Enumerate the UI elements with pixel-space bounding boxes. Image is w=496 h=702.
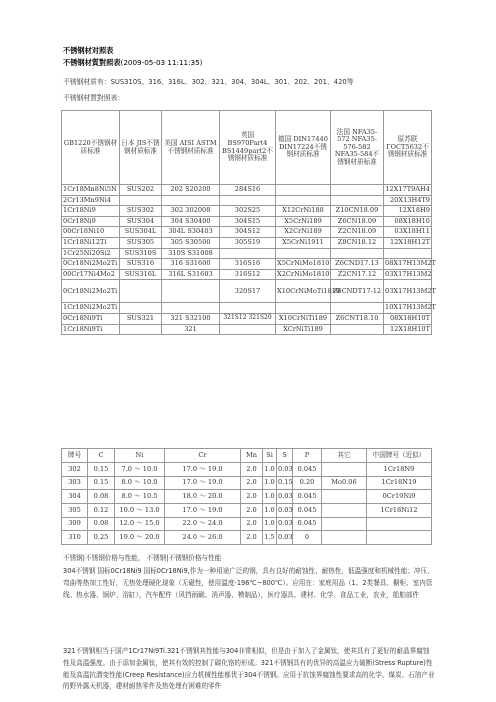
table-cell: 0.045 <box>293 490 322 504</box>
table-cell: 302S25 <box>220 206 276 217</box>
table-cell: 302 302008 <box>162 206 220 217</box>
table-cell <box>120 280 162 303</box>
table-row <box>62 269 432 280</box>
table-cell: SUS202 <box>120 185 162 196</box>
page-title: 不锈钢材对照表 <box>63 46 114 55</box>
table-cell <box>322 531 367 545</box>
table-cell <box>276 185 331 196</box>
table-cell <box>384 248 432 259</box>
table-row <box>62 531 432 545</box>
table-cell <box>331 324 384 335</box>
table-cell: Z10CN18.09 <box>331 206 384 217</box>
table-cell: 08X18H10 <box>384 216 432 227</box>
table-header-cell: 美国 AISI ASTM不锈钢材质标准 <box>162 111 220 185</box>
table-header-cell: C <box>88 449 115 463</box>
table-cell: 1Cr18N19 <box>367 476 432 490</box>
subtitle-bold: 不锈钢材質對照表 <box>63 58 121 67</box>
paragraph-321: 321不锈钢相当于国产1Cr17Ni9Ti.321不锈钢其性能与304非常相似，但是由于加入了金属钛，使其具有了更好的耐晶界腐蚀性及高温强度。由于添加金属钛，使其有效的控制了碳化铬的形成。321不锈钢具有的优异的高温应力破断(Stress Rupture)性能及高温抗潜变性能(Creep Resistance)应力机械性能都优于304不锈钢。应用于抗蚀界腐蚀性要求高的化学、煤炭、石油产业的野外露天机器，建材耐热零件及热处理有困难的零件 <box>63 647 435 691</box>
table-cell: 304 <box>62 490 88 504</box>
table-cell: 0.03 <box>277 490 293 504</box>
paragraph-304: 304不锈钢 国标0Cr18Ni9 国标0Cr18Ni9,作为一种用途广泛的钢，具有良好的耐蚀性、耐热性，低温强度和机械性能；冲压、弯曲等热加工性好，无热处理硬化现象（无磁性，使用温度-196℃~800℃）。应用在：家庭用品（1、2类餐具、橱柜、室内管线、热水器、锅炉、浴缸），汽车配件（风挡雨刷、消声器、模制品），医疗器具、建材、化学、食品工业，农业，船舶部件 <box>63 567 434 599</box>
table-cell: 321S12 321S20 <box>220 313 276 324</box>
table-cell <box>276 303 331 314</box>
table-cell: 1.5 <box>263 531 277 545</box>
table-cell: 2.0 <box>241 463 263 477</box>
table-cell: 0.20 <box>293 476 322 490</box>
table-header-cell: P <box>293 449 322 463</box>
table-cell: 1.0 <box>263 476 277 490</box>
table-cell: 18.0 ～ 20.0 <box>165 490 241 504</box>
table-cell: 304L S30403 <box>162 227 220 238</box>
table-cell: 1.0 <box>263 490 277 504</box>
table-cell: 17.0 ～ 19.0 <box>165 463 241 477</box>
table-cell <box>367 517 432 531</box>
table-cell: X10CrNiTi189 <box>276 313 331 324</box>
table-cell: 302 <box>62 463 88 477</box>
table-cell: 1Cr18Ni9Ti <box>62 324 120 335</box>
intro-line-2: 不锈钢材質對照表： <box>63 94 125 102</box>
table-cell: 0.12 <box>88 504 115 518</box>
table-cell: 304 S30400 <box>162 216 220 227</box>
table-cell: 0.045 <box>293 463 322 477</box>
table-cell: 22.0 ～ 24.0 <box>165 517 241 531</box>
table-cell: 24.0 ～ 26.0 <box>165 531 241 545</box>
table-cell: Mo0.06 <box>322 476 367 490</box>
table-row <box>62 237 432 248</box>
table-cell: 1Cr18Ni9 <box>62 206 120 217</box>
table-cell: SUS321 <box>120 313 162 324</box>
table-cell: SUS305 <box>120 237 162 248</box>
table-cell: Z8CN18.12 <box>331 237 384 248</box>
table-cell: Z6CNDT17-12 <box>331 280 384 303</box>
table-cell: 310 <box>62 531 88 545</box>
table-cell: 310S S31008 <box>162 248 220 259</box>
table-cell <box>331 248 384 259</box>
table-row <box>62 185 432 196</box>
table-row <box>62 324 432 335</box>
table-cell <box>220 195 276 206</box>
table-cell <box>276 248 331 259</box>
table-cell: Z6CNT18.10 <box>331 313 384 324</box>
table-cell: 1Cr25Ni20Si2 <box>62 248 120 259</box>
table-cell <box>322 517 367 531</box>
table-cell: 305S19 <box>220 237 276 248</box>
table-cell <box>120 303 162 314</box>
table-cell: 2.0 <box>241 517 263 531</box>
table-cell <box>322 504 367 518</box>
table-cell: 0.08 <box>88 517 115 531</box>
table-row <box>62 476 432 490</box>
table-cell <box>331 303 384 314</box>
table-cell: X10CrNiMoTi1810 <box>276 280 331 303</box>
table-header-cell: 原苏联 ГОСТ5632不锈钢材质标准 <box>384 111 432 185</box>
table-header-cell: 英国 BS970Part4 BS1449part2不锈钢材质标准 <box>220 111 276 185</box>
table-cell <box>322 490 367 504</box>
table-cell: 316L S31603 <box>162 269 220 280</box>
table-cell: 0Cr19Ni9 <box>367 490 432 504</box>
table-row <box>62 517 432 531</box>
table-cell: 2.0 <box>241 504 263 518</box>
table-header-cell: Ni <box>115 449 165 463</box>
material-comparison-table <box>61 110 436 335</box>
table-cell: X12CrNi188 <box>276 206 331 217</box>
table-cell: 0.03 <box>277 531 293 545</box>
table-cell: X5CrNiMo1810 <box>276 259 331 270</box>
article-subtitle <box>63 58 202 68</box>
table-cell: 0Cr18Ni2Mo2Ti <box>62 280 120 303</box>
table-cell: 0.03 <box>277 504 293 518</box>
table-cell: 1.0 <box>263 517 277 531</box>
table-cell: 8.0 ～ 10.5 <box>115 490 165 504</box>
table-cell: 03X17H13M2T <box>384 280 432 303</box>
table-caption: 不锈钢|不锈钢价格与性能， 不锈钢|不锈钢价格与性能 <box>63 554 222 562</box>
table-cell: 10X17H13M2T <box>384 303 432 314</box>
table-cell: X5CrNi189 <box>276 216 331 227</box>
table-cell: 1Cr18N9 <box>367 463 432 477</box>
table-cell: 0.08 <box>88 490 115 504</box>
table-row <box>62 504 432 518</box>
table-cell: 305 <box>62 504 88 518</box>
table-header-cell: 中国牌号（近似） <box>367 449 432 463</box>
table-cell: 321 S32100 <box>162 313 220 324</box>
table-cell: 00Cr17Ni4Mo2 <box>62 269 120 280</box>
table-cell: 08X17H13M2T <box>384 259 432 270</box>
table-row <box>62 303 432 314</box>
table-cell: 12.0 ～ 15.0 <box>115 517 165 531</box>
table-header-cell: Mn <box>241 449 263 463</box>
table-cell: 316S16 <box>220 259 276 270</box>
table-header-cell: 牌号 <box>62 449 88 463</box>
table-cell: 1.0 <box>263 504 277 518</box>
table-cell: SUS304L <box>120 227 162 238</box>
table-cell: 0.25 <box>88 531 115 545</box>
table-cell <box>162 303 220 314</box>
table-cell: 03X18H11 <box>384 227 432 238</box>
table-cell <box>220 248 276 259</box>
table-header-cell: S <box>277 449 293 463</box>
table-cell: 284S16 <box>220 185 276 196</box>
table-cell: 19.0 ～ 20.0 <box>115 531 165 545</box>
table-header-cell: Cr <box>165 449 241 463</box>
table-cell: 1Cr18Mn8Ni5N <box>62 185 120 196</box>
table-cell: 0.03 <box>277 517 293 531</box>
table-cell: Z2CN17.12 <box>331 269 384 280</box>
table-cell: Z6CND17.13 <box>331 259 384 270</box>
table-row <box>62 280 432 303</box>
table-cell: 00Cr18Ni10 <box>62 227 120 238</box>
chemical-composition-table <box>61 448 432 545</box>
table-cell: 03X17H13M2 <box>384 269 432 280</box>
table-cell <box>331 195 384 206</box>
table-cell: 0.15 <box>88 463 115 477</box>
table-cell: 12X18H9 <box>384 206 432 217</box>
subtitle-date: (2009-05-03 11:11:35) <box>120 58 203 67</box>
table-cell <box>367 531 432 545</box>
table-header-cell: 其它 <box>322 449 367 463</box>
table-header-cell: Si <box>263 449 277 463</box>
table-cell: 8.0 ～ 10.0 <box>115 476 165 490</box>
table-cell: 1Cr18Ni2Mo2Ti <box>62 303 120 314</box>
table-cell: 0.045 <box>293 504 322 518</box>
table-cell: 321 <box>162 324 220 335</box>
table-header-cell: 日本 JIS不锈钢材质标准 <box>120 111 162 185</box>
table-cell: 20X13H4T9 <box>384 195 432 206</box>
table-cell <box>331 185 384 196</box>
table-row <box>62 195 432 206</box>
table-cell <box>276 195 331 206</box>
table-cell <box>220 324 276 335</box>
table-cell <box>220 303 276 314</box>
table-cell <box>120 324 162 335</box>
table-cell: 1Cr18Ni12 <box>367 504 432 518</box>
table-header-row <box>62 111 432 185</box>
table-cell: X5CrNi1911 <box>276 237 331 248</box>
table-cell: SUS316L <box>120 269 162 280</box>
table-cell: 2.0 <box>241 476 263 490</box>
table-cell: Z2CN18.09 <box>331 227 384 238</box>
table-row <box>62 216 432 227</box>
table-cell: 316S12 <box>220 269 276 280</box>
table-cell: SUS316 <box>120 259 162 270</box>
table-row <box>62 313 432 324</box>
table-cell: 316 S31600 <box>162 259 220 270</box>
table-header-cell: GB1220不锈钢材质标准 <box>62 111 120 185</box>
table-cell: 17.0 ～ 19.0 <box>165 504 241 518</box>
table-cell: X2CrNiMo1810 <box>276 269 331 280</box>
table-cell: 7.0 ～ 10.0 <box>115 463 165 477</box>
table-cell: 08X18H10T <box>384 313 432 324</box>
table-cell <box>162 195 220 206</box>
table-cell: Z6CN18.09 <box>331 216 384 227</box>
table-cell: 304S12 <box>220 227 276 238</box>
table-cell: 12X17T9AH4 <box>384 185 432 196</box>
table-cell: 320S17 <box>220 280 276 303</box>
table-cell: 0Cr18Ni9Ti <box>62 313 120 324</box>
table-cell: 1.0 <box>263 463 277 477</box>
table-cell: 2Cr13Mn9Ni4 <box>62 195 120 206</box>
table-row <box>62 206 432 217</box>
table-cell: 0.15 <box>88 476 115 490</box>
table-cell: 10.0 ～ 13.0 <box>115 504 165 518</box>
table-cell: 0Cr18Ni2Mo2Ti <box>62 259 120 270</box>
table-cell: 303 <box>62 476 88 490</box>
table-cell: 305 S30500 <box>162 237 220 248</box>
table-cell: 0 <box>293 531 322 545</box>
table-cell: 0.15 <box>277 476 293 490</box>
table-cell <box>120 195 162 206</box>
table-row <box>62 463 432 477</box>
intro-line-1: 不锈钢材质有：SUS310S、316、316L、302、321、304、304L、301、202、201、420等 <box>63 78 354 86</box>
table-row <box>62 259 432 270</box>
table-row <box>62 248 432 259</box>
table-cell: 17.0 ～ 19.0 <box>165 476 241 490</box>
table-cell <box>162 280 220 303</box>
table-row <box>62 490 432 504</box>
table-cell: SUS304 <box>120 216 162 227</box>
table-cell: 12X18H12T <box>384 237 432 248</box>
table-cell: 0Cr18Ni9 <box>62 216 120 227</box>
table-header-cell: 法国 NFA35-572 NFA35-576-582 NFA35-584不锈钢材质标准 <box>331 111 384 185</box>
table-header-row <box>62 449 432 463</box>
table-cell: 304S15 <box>220 216 276 227</box>
table-cell: 12X18H10T <box>384 324 432 335</box>
table-cell: SUS310S <box>120 248 162 259</box>
table-cell: 1Cr18Ni12Ti <box>62 237 120 248</box>
table-cell: 309 <box>62 517 88 531</box>
table-cell: XCrNiTi189 <box>276 324 331 335</box>
table-cell: 0.03 <box>277 463 293 477</box>
table-header-cell: 德国 DIN17440 DIN17224不锈钢材质标准 <box>276 111 331 185</box>
table-cell: 2.0 <box>241 531 263 545</box>
table-row <box>62 227 432 238</box>
table-cell <box>322 463 367 477</box>
table-cell: 0.045 <box>293 517 322 531</box>
table-cell: X2CrNi189 <box>276 227 331 238</box>
table-cell: SUS302 <box>120 206 162 217</box>
table-cell: 2.0 <box>241 490 263 504</box>
table-cell: 202 S20200 <box>162 185 220 196</box>
